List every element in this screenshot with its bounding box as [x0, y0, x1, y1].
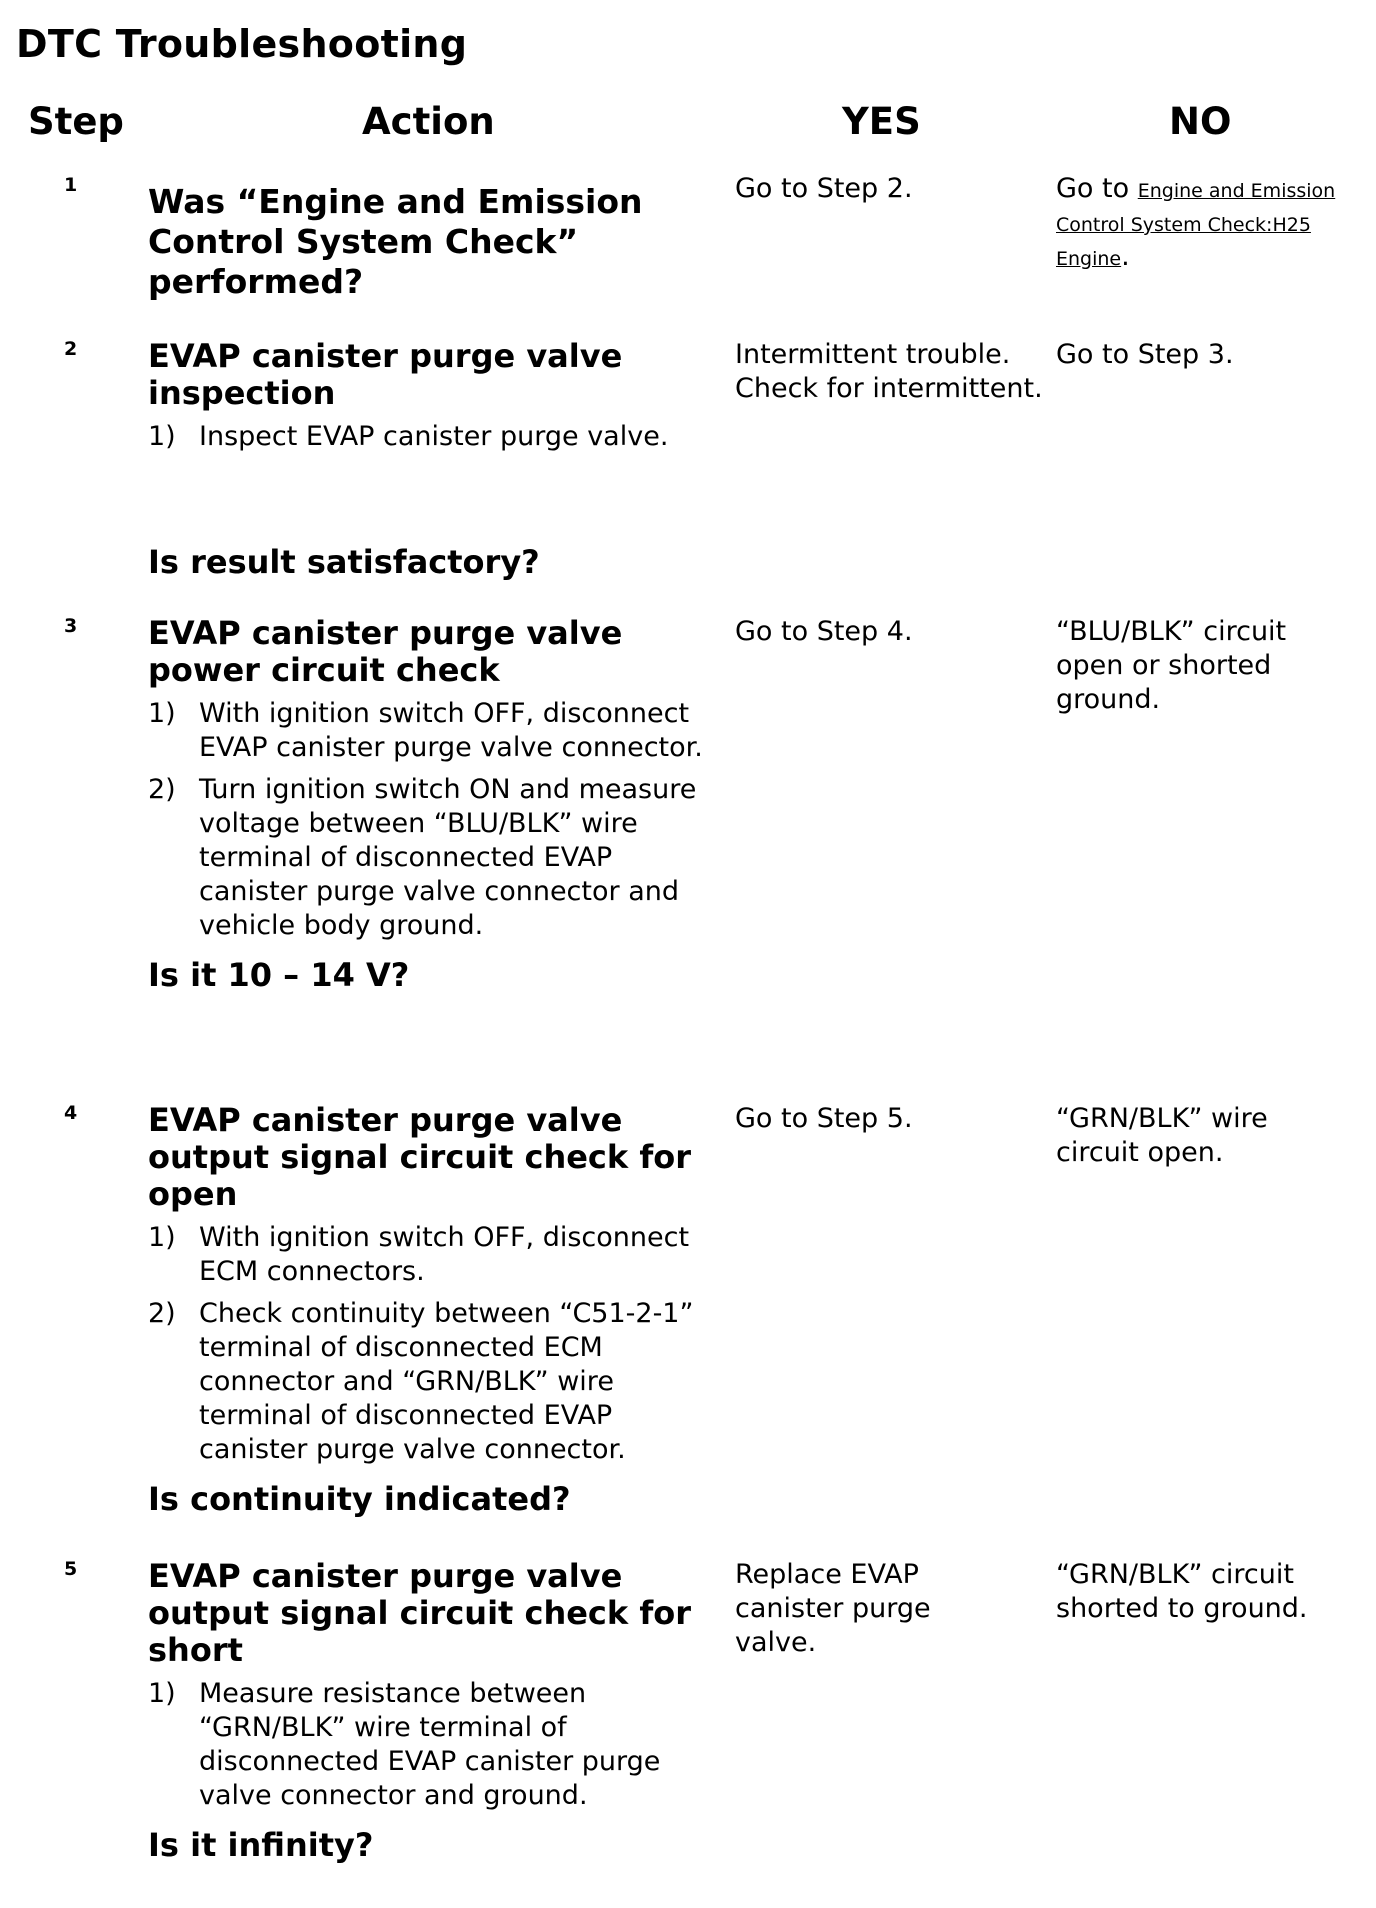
substep-item: 1) Inspect EVAP canister purge valve. [148, 421, 669, 452]
step-no-result [1056, 172, 1346, 274]
step-question: Is continuity indicated? [148, 1480, 571, 1518]
step-action [148, 338, 718, 462]
step-number: 3 [64, 615, 78, 637]
column-header-step: Step [28, 100, 124, 143]
step-yes-result: Go to Step 5. [735, 1103, 913, 1134]
step-action [148, 1558, 718, 1864]
step-yes-result: Go to Step 4. [735, 616, 913, 647]
step-heading: EVAP canister purge valve output signal circuit check for open [148, 1101, 691, 1213]
step-yes-result: Go to Step 2. [735, 173, 913, 204]
no-suffix: . [1121, 241, 1130, 272]
step-number: 1 [64, 174, 78, 196]
step-no-result: “GRN/BLK” circuit shorted to ground. [1056, 1559, 1308, 1624]
step-no-result: “GRN/BLK” wire circuit open. [1056, 1103, 1268, 1168]
substep-list [148, 697, 718, 943]
step-no-result: “BLU/BLK” circuit open or shorted ground. [1056, 616, 1287, 715]
column-header-no: NO [1169, 100, 1232, 143]
step-heading: EVAP canister purge valve inspection [148, 337, 623, 412]
step-question: Is it infinity? [148, 1826, 374, 1864]
step-heading: Was “Engine and Emission Control System Check” performed? [148, 182, 643, 301]
step-question: Is it 10 – 14 V? [148, 956, 410, 994]
substep-item: 2) Turn ignition switch ON and measure voltage between “BLU/BLK” wire terminal of disconnected EVAP canister purge valve connector and vehicle body ground. [148, 774, 697, 941]
substep-list [148, 420, 718, 454]
step-no-result: Go to Step 3. [1056, 339, 1234, 370]
substep-item: 1) With ignition switch OFF, disconnect EVAP canister purge valve connector. [148, 698, 703, 763]
column-header-yes: YES [842, 100, 921, 143]
page-title: DTC Troubleshooting [16, 22, 468, 66]
step-number: 2 [64, 338, 78, 360]
column-header-action: Action [362, 100, 495, 143]
substep-item: 2) Check continuity between “C51-2-1” terminal of disconnected ECM connector and “GRN/BLK” wire terminal of disconnected EVAP canister purge valve connector. [148, 1298, 694, 1465]
step-yes-result: Intermittent trouble. Check for intermittent. [735, 339, 1043, 404]
substep-list [148, 1677, 718, 1813]
substep-item: 1) Measure resistance between “GRN/BLK” wire terminal of disconnected EVAP canister purge valve connector and ground. [148, 1678, 661, 1811]
step-yes-result: Replace EVAP canister purge valve. [735, 1559, 931, 1658]
substep-item: 1) With ignition switch OFF, disconnect ECM connectors. [148, 1222, 690, 1287]
step-action [148, 1102, 718, 1518]
step-action [148, 615, 718, 994]
step-action [148, 182, 668, 302]
step-heading: EVAP canister purge valve power circuit check [148, 614, 623, 689]
no-prefix: Go to [1056, 173, 1130, 204]
engine-emission-check-link[interactable]: Engine and Emission Control System Check:H25 Engine [1056, 180, 1336, 270]
substep-list [148, 1221, 718, 1467]
step-number: 4 [64, 1102, 78, 1124]
step-question: Is result satisfactory? [148, 543, 540, 581]
step-heading: EVAP canister purge valve output signal circuit check for short [148, 1557, 691, 1669]
step-number: 5 [64, 1558, 78, 1580]
